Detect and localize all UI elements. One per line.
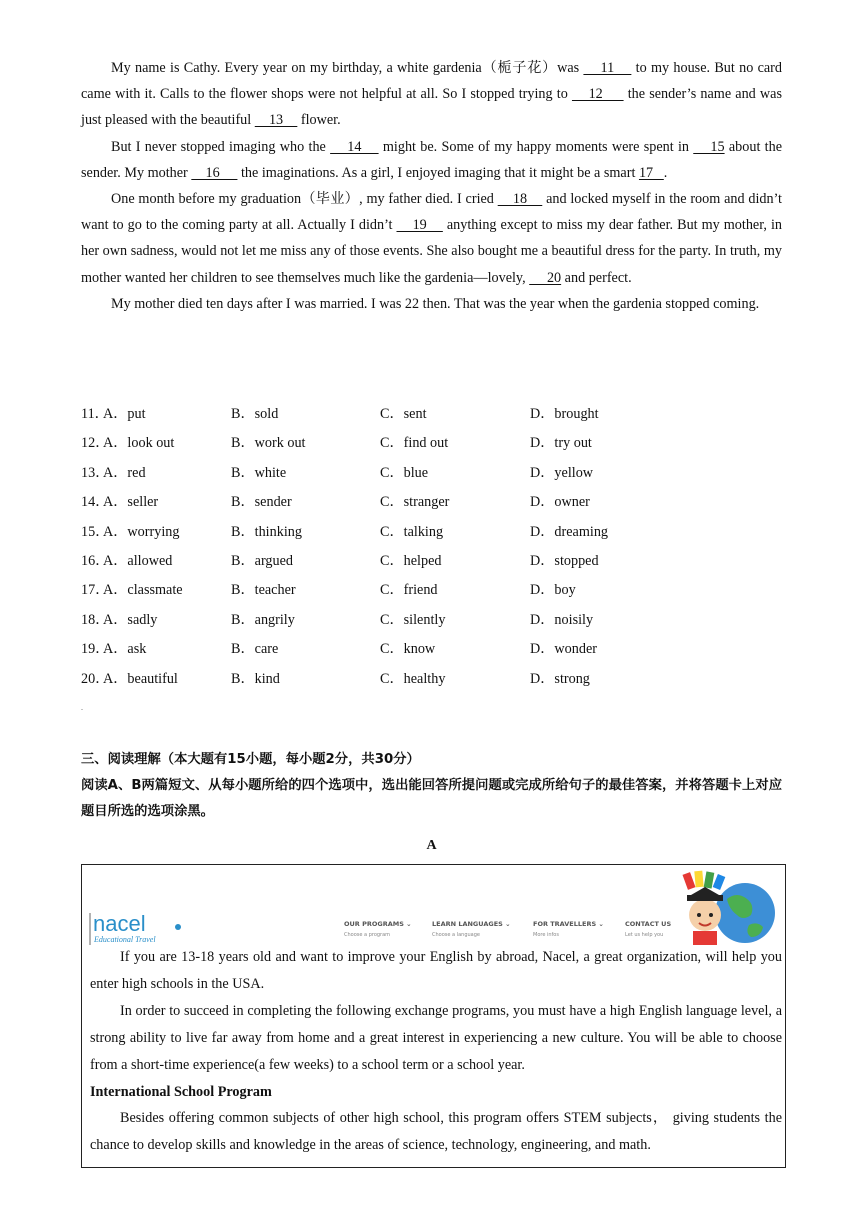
passage-text: flower. bbox=[297, 112, 341, 129]
question-number: 14． bbox=[81, 494, 110, 511]
option-d: D．yellow bbox=[530, 464, 594, 481]
option-d: D．wonder bbox=[530, 641, 597, 658]
question-number: 18． bbox=[81, 611, 110, 628]
answer-blank: 17 bbox=[638, 164, 664, 181]
question-number: 19． bbox=[81, 641, 110, 658]
question-number: 20． bbox=[81, 670, 110, 687]
option-a: A．seller bbox=[103, 494, 159, 511]
option-b: B．kind bbox=[231, 670, 280, 687]
answer-blank: 13 bbox=[254, 112, 298, 129]
option-b: B．white bbox=[231, 464, 287, 481]
option-c: C．silently bbox=[380, 611, 446, 628]
question-number: 13． bbox=[81, 464, 110, 481]
program-subheading: International School Program bbox=[90, 1084, 272, 1100]
question-row bbox=[81, 400, 782, 429]
answer-blank: 20 bbox=[529, 269, 562, 286]
option-c: C．talking bbox=[380, 523, 444, 540]
passage-text: My name is Cathy. Every year on my birthday, a white gardenia（栀子花）was bbox=[111, 60, 584, 76]
question-row bbox=[81, 429, 782, 458]
answer-blank: 14 bbox=[330, 138, 379, 155]
passage-label: A bbox=[426, 838, 437, 853]
nav-our-programs[interactable]: OUR PROGRAMS ⌄ Choose a program bbox=[344, 920, 412, 938]
passage-a-text bbox=[90, 944, 782, 1159]
passage-text: . bbox=[663, 164, 668, 181]
option-c: C．helped bbox=[380, 552, 442, 569]
nav-contact-us[interactable]: CONTACT US Let us help you bbox=[625, 920, 672, 938]
section-instruction: 阅读A、B两篇短文、从每小题所给的四个选项中，选出能回答所提问题或完成所给句子的最佳答案，并将答题卡上对应题目所选的选项涂黑。 bbox=[81, 778, 782, 819]
option-a: A．put bbox=[103, 406, 146, 422]
question-number: 17． bbox=[81, 582, 110, 599]
passage-a-box bbox=[81, 864, 786, 1168]
passage-text: the imaginations. As a girl, I enjoyed imaging that it might be a smart bbox=[237, 164, 639, 181]
option-a: A．look out bbox=[103, 435, 175, 452]
option-a: A．beautiful bbox=[103, 670, 178, 687]
option-c: C．healthy bbox=[380, 670, 446, 687]
option-b: B．thinking bbox=[231, 523, 302, 540]
passage-paragraph-4 bbox=[81, 291, 782, 317]
passage-text: and locked myself in the room and didn’t want to go to the coming party at all. Actually I didn’t bbox=[81, 191, 782, 234]
option-a: A．allowed bbox=[103, 552, 173, 569]
option-d: D．strong bbox=[530, 670, 590, 687]
question-number: 12． bbox=[81, 435, 110, 452]
option-b: B．work out bbox=[231, 435, 306, 452]
option-d: D．brought bbox=[530, 406, 599, 422]
option-a: A．ask bbox=[103, 641, 147, 658]
passage-paragraph-2 bbox=[81, 134, 782, 186]
option-b: B．sender bbox=[231, 494, 292, 511]
passage-text: the sender’s name and was just pleased with the beautiful bbox=[81, 86, 782, 129]
question-row bbox=[81, 488, 782, 517]
passage-text: might be. Some of my happy moments were spent in bbox=[378, 138, 694, 155]
passage-a-paragraph-1: If you are 13-18 years old and want to improve your English by abroad, Nacel, a great organization, will help you enter high schools in the USA. bbox=[90, 949, 782, 992]
question-number: 16． bbox=[81, 552, 110, 569]
question-row bbox=[81, 635, 782, 664]
svg-text:nacel: nacel bbox=[93, 911, 146, 936]
question-row bbox=[81, 547, 782, 576]
stray-dot: . bbox=[81, 703, 83, 712]
option-c: C．friend bbox=[380, 582, 438, 599]
option-b: B．care bbox=[231, 641, 279, 658]
passage-text: One month before my graduation（毕业）, my father died. I cried bbox=[111, 191, 498, 208]
option-c: C．find out bbox=[380, 435, 449, 452]
option-a: A．worrying bbox=[103, 523, 180, 540]
answer-blank: 12 bbox=[571, 86, 624, 103]
option-d: D．stopped bbox=[530, 552, 599, 569]
passage-paragraph-1 bbox=[81, 55, 782, 134]
answer-blank: 18 bbox=[497, 191, 543, 208]
passage-a-paragraph-2: In order to succeed in completing the following exchange programs, you must have a high English language level, a strong ability to live far away from home and a great interest in experiencing a new culture. You will be able to choose from a short-time experience(a few weeks) to a school term or a school year. bbox=[90, 1003, 782, 1073]
section-three-header bbox=[81, 747, 782, 825]
answer-blank: 15 bbox=[693, 138, 725, 155]
nav-learn-languages[interactable]: LEARN LANGUAGES ⌄ Choose a language bbox=[432, 920, 511, 938]
option-b: B．sold bbox=[231, 406, 279, 422]
option-d: D．try out bbox=[530, 435, 592, 452]
answer-blank: 16 bbox=[191, 164, 238, 181]
option-a: A．sadly bbox=[103, 611, 158, 628]
option-a: A．classmate bbox=[103, 582, 183, 599]
globe-student-illustration bbox=[679, 869, 779, 947]
question-row bbox=[81, 576, 782, 605]
svg-text:Educational Travel: Educational Travel bbox=[94, 935, 156, 944]
option-d: D．dreaming bbox=[530, 523, 609, 540]
passage-paragraph-3 bbox=[81, 186, 782, 291]
question-list bbox=[81, 400, 782, 694]
answer-blank: 11 bbox=[583, 60, 632, 76]
option-b: B．angrily bbox=[231, 611, 295, 628]
section-title: 三、阅读理解（本大题有15小题，每小题2分，共30分） bbox=[81, 752, 420, 767]
question-number: 11． bbox=[81, 406, 109, 422]
question-row bbox=[81, 518, 782, 547]
nacel-banner bbox=[82, 865, 785, 945]
passage-text: But I never stopped imaging who the bbox=[111, 138, 331, 155]
option-c: C．know bbox=[380, 641, 436, 658]
passage-text: about the sender. My mother bbox=[81, 138, 783, 181]
option-a: A．red bbox=[103, 464, 146, 481]
cloze-passage bbox=[81, 55, 782, 317]
option-c: C．blue bbox=[380, 464, 429, 481]
option-d: D．owner bbox=[530, 494, 590, 511]
passage-text: and perfect. bbox=[561, 269, 632, 286]
question-row bbox=[81, 665, 782, 694]
nav-for-travellers[interactable]: FOR TRAVELLERS ⌄ More infos bbox=[533, 920, 604, 938]
passage-text: My mother died ten days after I was married. I was 22 then. That was the year when the gardenia stopped coming. bbox=[111, 295, 760, 312]
option-c: C．stranger bbox=[380, 494, 450, 511]
option-b: B．argued bbox=[231, 552, 293, 569]
option-c: C．sent bbox=[380, 406, 427, 422]
passage-text: anything except to miss my dear father. But my mother, in her own sadness, would not let me miss any of those events. She also bought me a beautiful dress for the party. In truth, my mother wanted her children to see themselves much like the gardenia—lovely, bbox=[81, 217, 782, 286]
question-row bbox=[81, 459, 782, 488]
option-d: D．noisily bbox=[530, 611, 594, 628]
question-row bbox=[81, 606, 782, 635]
question-number: 15． bbox=[81, 523, 110, 540]
passage-a-paragraph-3: Besides offering common subjects of other high school, this program offers STEM subjects， giving students the chance to develop skills and knowledge in the areas of science, technology, engineering, and math. bbox=[90, 1110, 782, 1153]
answer-blank: 19 bbox=[396, 217, 443, 234]
passage-text: to my house. But no card came with it. Calls to the flower shops were not helpful at all. So I stopped trying to bbox=[81, 60, 782, 103]
option-b: B．teacher bbox=[231, 582, 296, 599]
option-d: D．boy bbox=[530, 582, 576, 599]
